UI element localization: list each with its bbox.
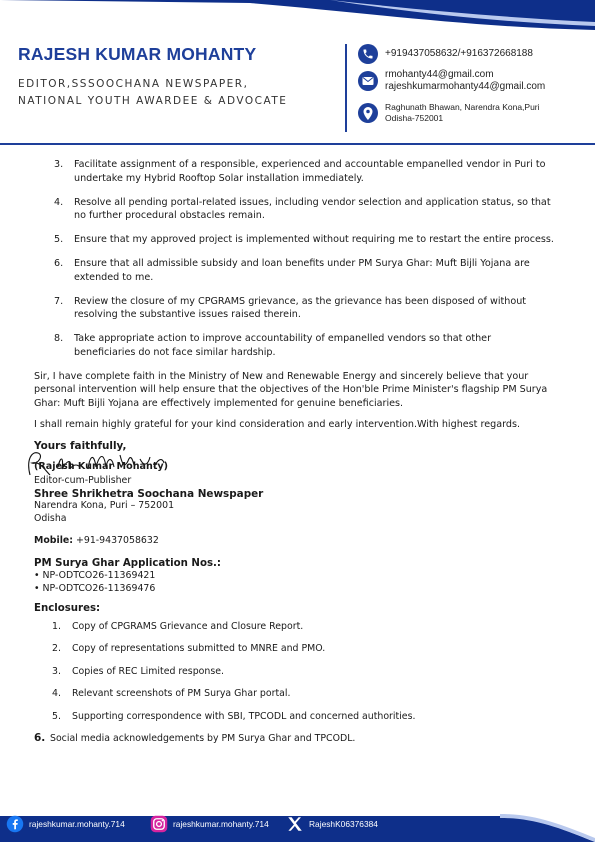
signatory-details xyxy=(34,475,554,525)
author-subtitle xyxy=(18,76,287,110)
facebook-icon xyxy=(6,815,24,833)
list-item: 3. Copies of REC Limited response. xyxy=(52,665,224,677)
enclosure-item-6: 6. Social media acknowledgements by PM Surya Ghar and TPCODL. xyxy=(34,732,356,744)
mobile-line xyxy=(34,535,554,548)
list-item: 5. Ensure that my approved project is implemented without requiring me to restart the entire process. xyxy=(54,234,554,245)
footer-facebook[interactable] xyxy=(6,815,125,833)
header-wave xyxy=(0,0,595,30)
list-item: 7. Review the closure of my CPGRAMS grievance, as the grievance has been disposed of without resolving the substantive issues raised therein. xyxy=(54,295,527,320)
signature-block xyxy=(34,453,554,475)
state-line: Odisha xyxy=(34,512,67,524)
contact-phone xyxy=(358,44,533,64)
list-item: 4. Relevant screenshots of PM Surya Ghar portal. xyxy=(52,688,291,699)
list-item: 1. Copy of CPGRAMS Grievance and Closure Report. xyxy=(52,620,304,632)
author-name: RAJESH KUMAR MOHANTY xyxy=(18,44,257,64)
enclosure-list xyxy=(34,620,554,724)
email-1[interactable]: rmohanty44@gmail.com xyxy=(385,69,494,80)
newspaper-name: Shree Shrikhetra Soochana Newspaper xyxy=(34,487,264,500)
list-item: 8. Take appropriate action to improve accountability of empanelled vendors so that other beneficiaries do not face similar hardship. xyxy=(54,333,492,358)
phone-icon xyxy=(358,44,378,64)
application-heading: PM Surya Ghar Application Nos.: xyxy=(34,557,221,569)
list-item: 3. Facilitate assignment of a responsible, experienced and accountable empanelled vendor in Puri to undertake my Hybrid Rooftop Solar installation immediately. xyxy=(54,159,546,184)
email-icon xyxy=(358,71,378,91)
phone-text: +919437058632/+916372668188 xyxy=(385,48,533,59)
designation: Editor-cum-Publisher xyxy=(34,475,132,486)
subtitle-line-2: NATIONAL YOUTH AWARDEE & ADVOCATE xyxy=(18,95,288,107)
list-item: 6. Ensure that all admissible subsidy and loan benefits under PM Surya Ghar: Muft Bijli Yojana are extended to me. xyxy=(54,258,530,283)
request-list xyxy=(34,158,554,359)
x-handle: RajeshK06376384 xyxy=(309,819,378,829)
enclosures-heading: Enclosures: xyxy=(34,603,101,614)
address-line-2: Odisha-752001 xyxy=(385,113,444,123)
regards-paragraph: I shall remain highly grateful for your kind consideration and early intervention.With highest regards. xyxy=(34,419,521,430)
list-item: 5. Supporting correspondence with SBI, TPCODL and concerned authorities. xyxy=(52,710,416,722)
signatory-name: (Rajesh Kumar Mohanty) xyxy=(34,461,169,472)
contact-address xyxy=(358,102,540,124)
header-divider xyxy=(345,44,347,132)
contact-email xyxy=(358,69,545,93)
instagram-handle: rajeshkumar.mohanty.714 xyxy=(173,819,269,829)
signoff: Yours faithfully, xyxy=(34,439,127,452)
footer-instagram[interactable] xyxy=(150,815,269,833)
x-logo-icon xyxy=(286,815,304,833)
closing-paragraph: Sir, I have complete faith in the Ministry of New and Renewable Energy and sincerely believe that your personal intervention will help ensure that the objectives of the Hon'ble Prime Minister's flagship PM Surya Ghar: Muft Bijli Yojana are effectively implemented for genuine beneficiaries. xyxy=(34,370,548,409)
mobile-label: Mobile: xyxy=(34,535,74,546)
email-2[interactable]: rajeshkumarmohanty44@gmail.com xyxy=(385,81,546,92)
address-text xyxy=(385,102,540,124)
list-item: 2. Copy of representations submitted to MNRE and PMO. xyxy=(52,643,326,654)
location-pin-icon xyxy=(358,103,378,123)
subtitle-line-1: EDITOR,SSSOOCHANA NEWSPAPER, xyxy=(18,78,249,90)
instagram-icon xyxy=(150,815,168,833)
address-line-1: Raghunath Bhawan, Narendra Kona,Puri xyxy=(385,102,540,112)
facebook-handle: rajeshkumar.mohanty.714 xyxy=(29,819,125,829)
mobile-value: +91-9437058632 xyxy=(73,535,159,546)
letter-body xyxy=(34,158,554,746)
application-no-1: • NP-ODTCO26-11369421 xyxy=(34,570,156,581)
application-no-2: • NP-ODTCO26-11369476 xyxy=(34,582,156,594)
email-text xyxy=(385,69,545,93)
address-line: Narendra Kona, Puri – 752001 xyxy=(34,500,175,511)
list-item: 4. Resolve all pending portal-related issues, including vendor selection and application status, so that no further procedural obstacles remain. xyxy=(54,196,551,221)
header-rule xyxy=(0,143,595,145)
footer-x[interactable] xyxy=(286,815,378,833)
